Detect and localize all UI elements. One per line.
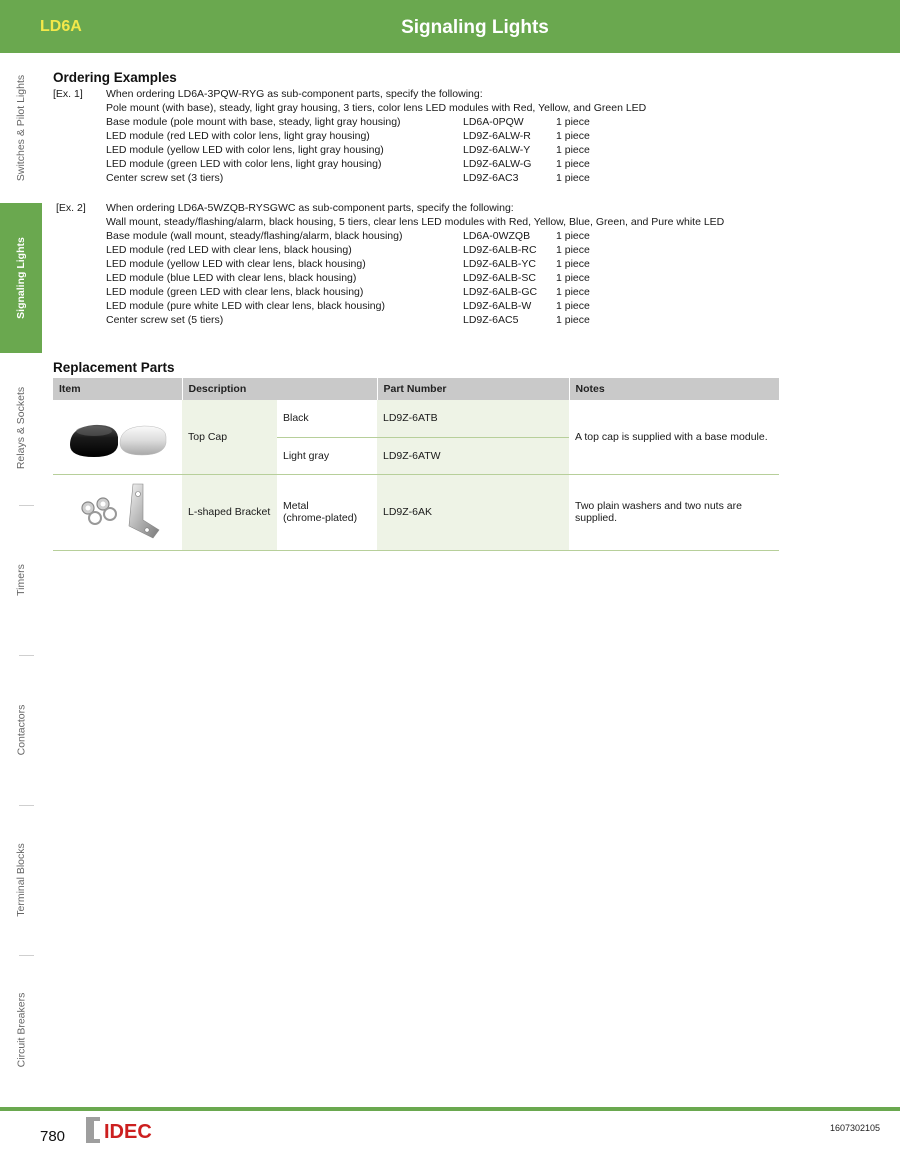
idec-logo-icon — [86, 1117, 168, 1143]
idec-logo — [86, 1117, 168, 1148]
order-row: LED module (yellow LED with color lens, light gray housing) LD9Z-6ALW-Y 1 piece — [106, 144, 590, 156]
table-header-row — [53, 378, 779, 400]
order-row: LED module (green LED with clear lens, black housing) LD9Z-6ALB-GC 1 piece — [106, 286, 590, 298]
top-cap-black-label: Black — [283, 412, 309, 425]
example-intro: When ordering LD6A-5WZQB-RYSGWC as sub-component parts, specify the following: — [106, 202, 514, 214]
table-row — [53, 400, 779, 437]
page-header — [0, 0, 900, 53]
example-tag: [Ex. 1] — [53, 88, 83, 100]
column-header-item: Item — [53, 378, 182, 400]
top-cap-black-part: LD9Z-6ATB — [377, 400, 569, 437]
sidebar-item-relays[interactable]: Relays & Sockets — [15, 386, 28, 470]
example-intro: When ordering LD6A-3PQW-RYG as sub-component parts, specify the following: — [106, 88, 483, 100]
sidebar-item-contactors[interactable]: Contactors — [15, 704, 27, 756]
order-row: Base module (pole mount with base, steady, light gray housing) LD6A-0PQW 1 piece — [106, 116, 590, 128]
page-number: 780 — [40, 1128, 66, 1145]
replacement-parts-table — [53, 378, 779, 551]
sidebar-item-timers[interactable]: Timers — [14, 564, 27, 596]
column-header-notes: Notes — [569, 378, 779, 400]
bracket-part: LD9Z-6AK — [377, 474, 569, 550]
bracket-icon — [63, 478, 173, 544]
top-cap-gray-part: LD9Z-6ATW — [377, 437, 569, 474]
top-cap-description: Top Cap — [182, 400, 277, 474]
replacement-parts-heading: Replacement Parts — [53, 360, 175, 375]
example-spec: Pole mount (with base), steady, light gray housing, 3 tiers, color lens LED modules with Red, Yellow, and Green LED — [106, 102, 647, 114]
order-row: LED module (red LED with clear lens, black housing) LD9Z-6ALB-RC 1 piece — [106, 244, 590, 256]
page-title: Signaling Lights — [401, 17, 549, 38]
top-cap-image — [53, 400, 182, 474]
order-row: Center screw set (5 tiers) LD9Z-6AC5 1 piece — [106, 314, 590, 326]
bracket-note: Two plain washers and two nuts are supplied. — [569, 474, 779, 550]
bracket-description: L-shaped Bracket — [182, 474, 277, 550]
table-row — [53, 474, 779, 550]
sidebar-item-circuit-breakers[interactable]: Circuit Breakers — [15, 992, 27, 1068]
top-cap-icon — [58, 405, 178, 465]
order-row: LED module (blue LED with clear lens, black housing) LD9Z-6ALB-SC 1 piece — [106, 272, 590, 284]
top-cap-note: A top cap is supplied with a base module. — [569, 400, 779, 474]
example-spec: Wall mount, steady/flashing/alarm, black housing, 5 tiers, clear lens LED modules with Red, Yellow, Blue, Green, and Pure white LED — [106, 216, 725, 228]
category-sidebar — [0, 53, 42, 1108]
ordering-examples-heading: Ordering Examples — [53, 70, 177, 85]
bracket-material: Metal (chrome-plated) — [277, 474, 377, 550]
order-row: Base module (wall mount, steady/flashing/alarm, black housing) LD6A-0WZQB 1 piece — [106, 230, 590, 242]
example-tag: [Ex. 2] — [56, 202, 86, 214]
sidebar-item-switches[interactable]: Switches & Pilot Lights — [15, 74, 27, 182]
order-row: Center screw set (3 tiers) LD9Z-6AC3 1 piece — [106, 172, 590, 184]
sidebar-item-terminal-blocks[interactable]: Terminal Blocks — [15, 843, 27, 917]
footer-rule — [0, 1107, 900, 1111]
document-id: 1607302105 — [829, 1123, 880, 1133]
order-row: LED module (pure white LED with clear lens, black housing) LD9Z-6ALB-W 1 piece — [106, 300, 590, 312]
svg-text:IDEC: IDEC — [104, 1121, 152, 1143]
column-header-description: Description — [182, 378, 377, 400]
product-code: LD6A — [40, 18, 82, 35]
column-header-part-number: Part Number — [377, 378, 569, 400]
order-row: LED module (yellow LED with clear lens, black housing) LD9Z-6ALB-YC 1 piece — [106, 258, 590, 270]
order-row: LED module (green LED with color lens, light gray housing) LD9Z-6ALW-G 1 piece — [106, 158, 590, 170]
order-row: LED module (red LED with color lens, light gray housing) LD9Z-6ALW-R 1 piece — [106, 130, 590, 142]
bracket-image — [53, 474, 182, 550]
sidebar-item-signaling-lights[interactable]: Signaling Lights — [0, 203, 42, 353]
top-cap-gray-label: Light gray — [277, 437, 377, 474]
